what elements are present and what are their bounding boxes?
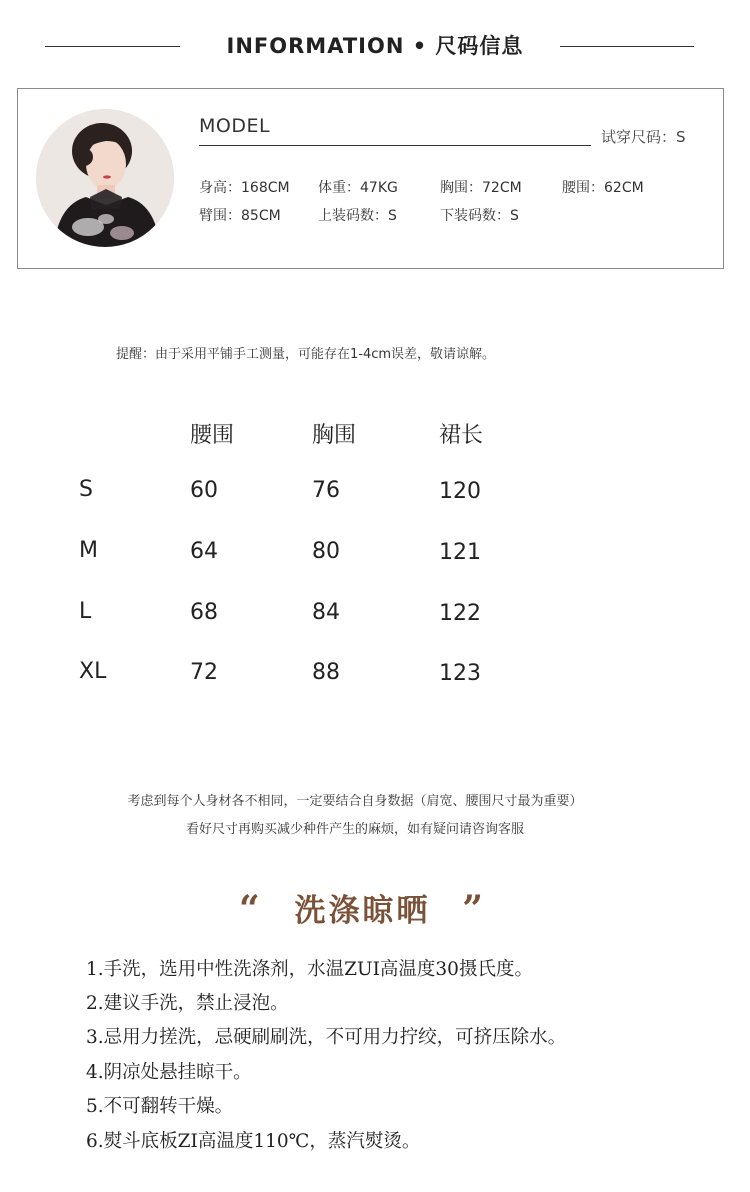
- stat-bottom-size: 下装码数：S: [440, 208, 519, 224]
- page-title: INFORMATION • 尺码信息: [226, 34, 524, 58]
- washing-item-5: 5.不可翻转干燥。: [86, 1096, 234, 1117]
- washing-item-1: 1.手洗，选用中性洗涤剂，水温ZUI高温度30摄氏度。: [86, 959, 533, 980]
- row-size: L: [79, 599, 92, 624]
- model-underline: [199, 145, 591, 146]
- washing-title-text: 洗涤晾晒: [294, 893, 431, 929]
- row-length: 122: [439, 601, 481, 626]
- washing-item-3: 3.忌用力搓洗，忌硬刷刷洗，不可用力拧绞，可挤压除水。: [86, 1027, 567, 1048]
- stat-top-size: 上装码数：S: [318, 208, 397, 224]
- stat-height: 身高：168CM: [199, 180, 290, 196]
- row-waist: 72: [190, 660, 218, 685]
- row-length: 123: [439, 661, 481, 686]
- row-waist: 64: [190, 539, 218, 564]
- row-bust: 76: [312, 478, 340, 503]
- table-header-bust: 胸围: [312, 423, 357, 448]
- size-note-line-2: 看好尺寸再购买减少种件产生的麻烦，如有疑问请咨询客服: [185, 822, 524, 837]
- table-header-waist: 腰围: [190, 423, 235, 448]
- trial-size: 试穿尺码：S: [601, 128, 686, 146]
- washing-item-6: 6.熨斗底板ZI高温度110℃，蒸汽熨烫。: [86, 1131, 421, 1152]
- model-photo-icon: [36, 109, 174, 247]
- stat-waist: 腰围：62CM: [562, 180, 644, 196]
- stat-bust: 胸围：72CM: [440, 180, 522, 196]
- washing-item-2: 2.建议手洗，禁止浸泡。: [86, 993, 289, 1014]
- row-bust: 80: [312, 539, 340, 564]
- open-quote: “: [238, 888, 263, 930]
- table-header-length: 裙长: [439, 423, 484, 448]
- row-length: 121: [439, 540, 481, 565]
- row-size: S: [79, 477, 93, 502]
- stat-arm: 臂围：85CM: [199, 208, 281, 224]
- row-bust: 88: [312, 660, 340, 685]
- washing-title: [0, 885, 725, 930]
- row-size: M: [79, 538, 98, 563]
- size-note-line-1: 考虑到每个人身材各不相同，一定要结合自身数据（肩宽、腰围尺寸最为重要）: [127, 794, 583, 809]
- model-label: MODEL: [199, 115, 271, 137]
- row-waist: 68: [190, 600, 218, 625]
- header-line-right: [560, 46, 694, 47]
- model-avatar: [36, 109, 174, 247]
- model-info-card: [17, 88, 724, 269]
- close-quote: ”: [462, 888, 487, 930]
- row-bust: 84: [312, 600, 340, 625]
- row-waist: 60: [190, 478, 218, 503]
- row-size: XL: [79, 659, 107, 684]
- washing-item-4: 4.阴凉处悬挂晾干。: [86, 1062, 252, 1083]
- measurement-reminder: 提醒：由于采用平铺手工测量，可能存在1-4cm误差，敬请谅解。: [116, 347, 496, 362]
- stat-weight: 体重：47KG: [318, 180, 398, 196]
- row-length: 120: [439, 479, 481, 504]
